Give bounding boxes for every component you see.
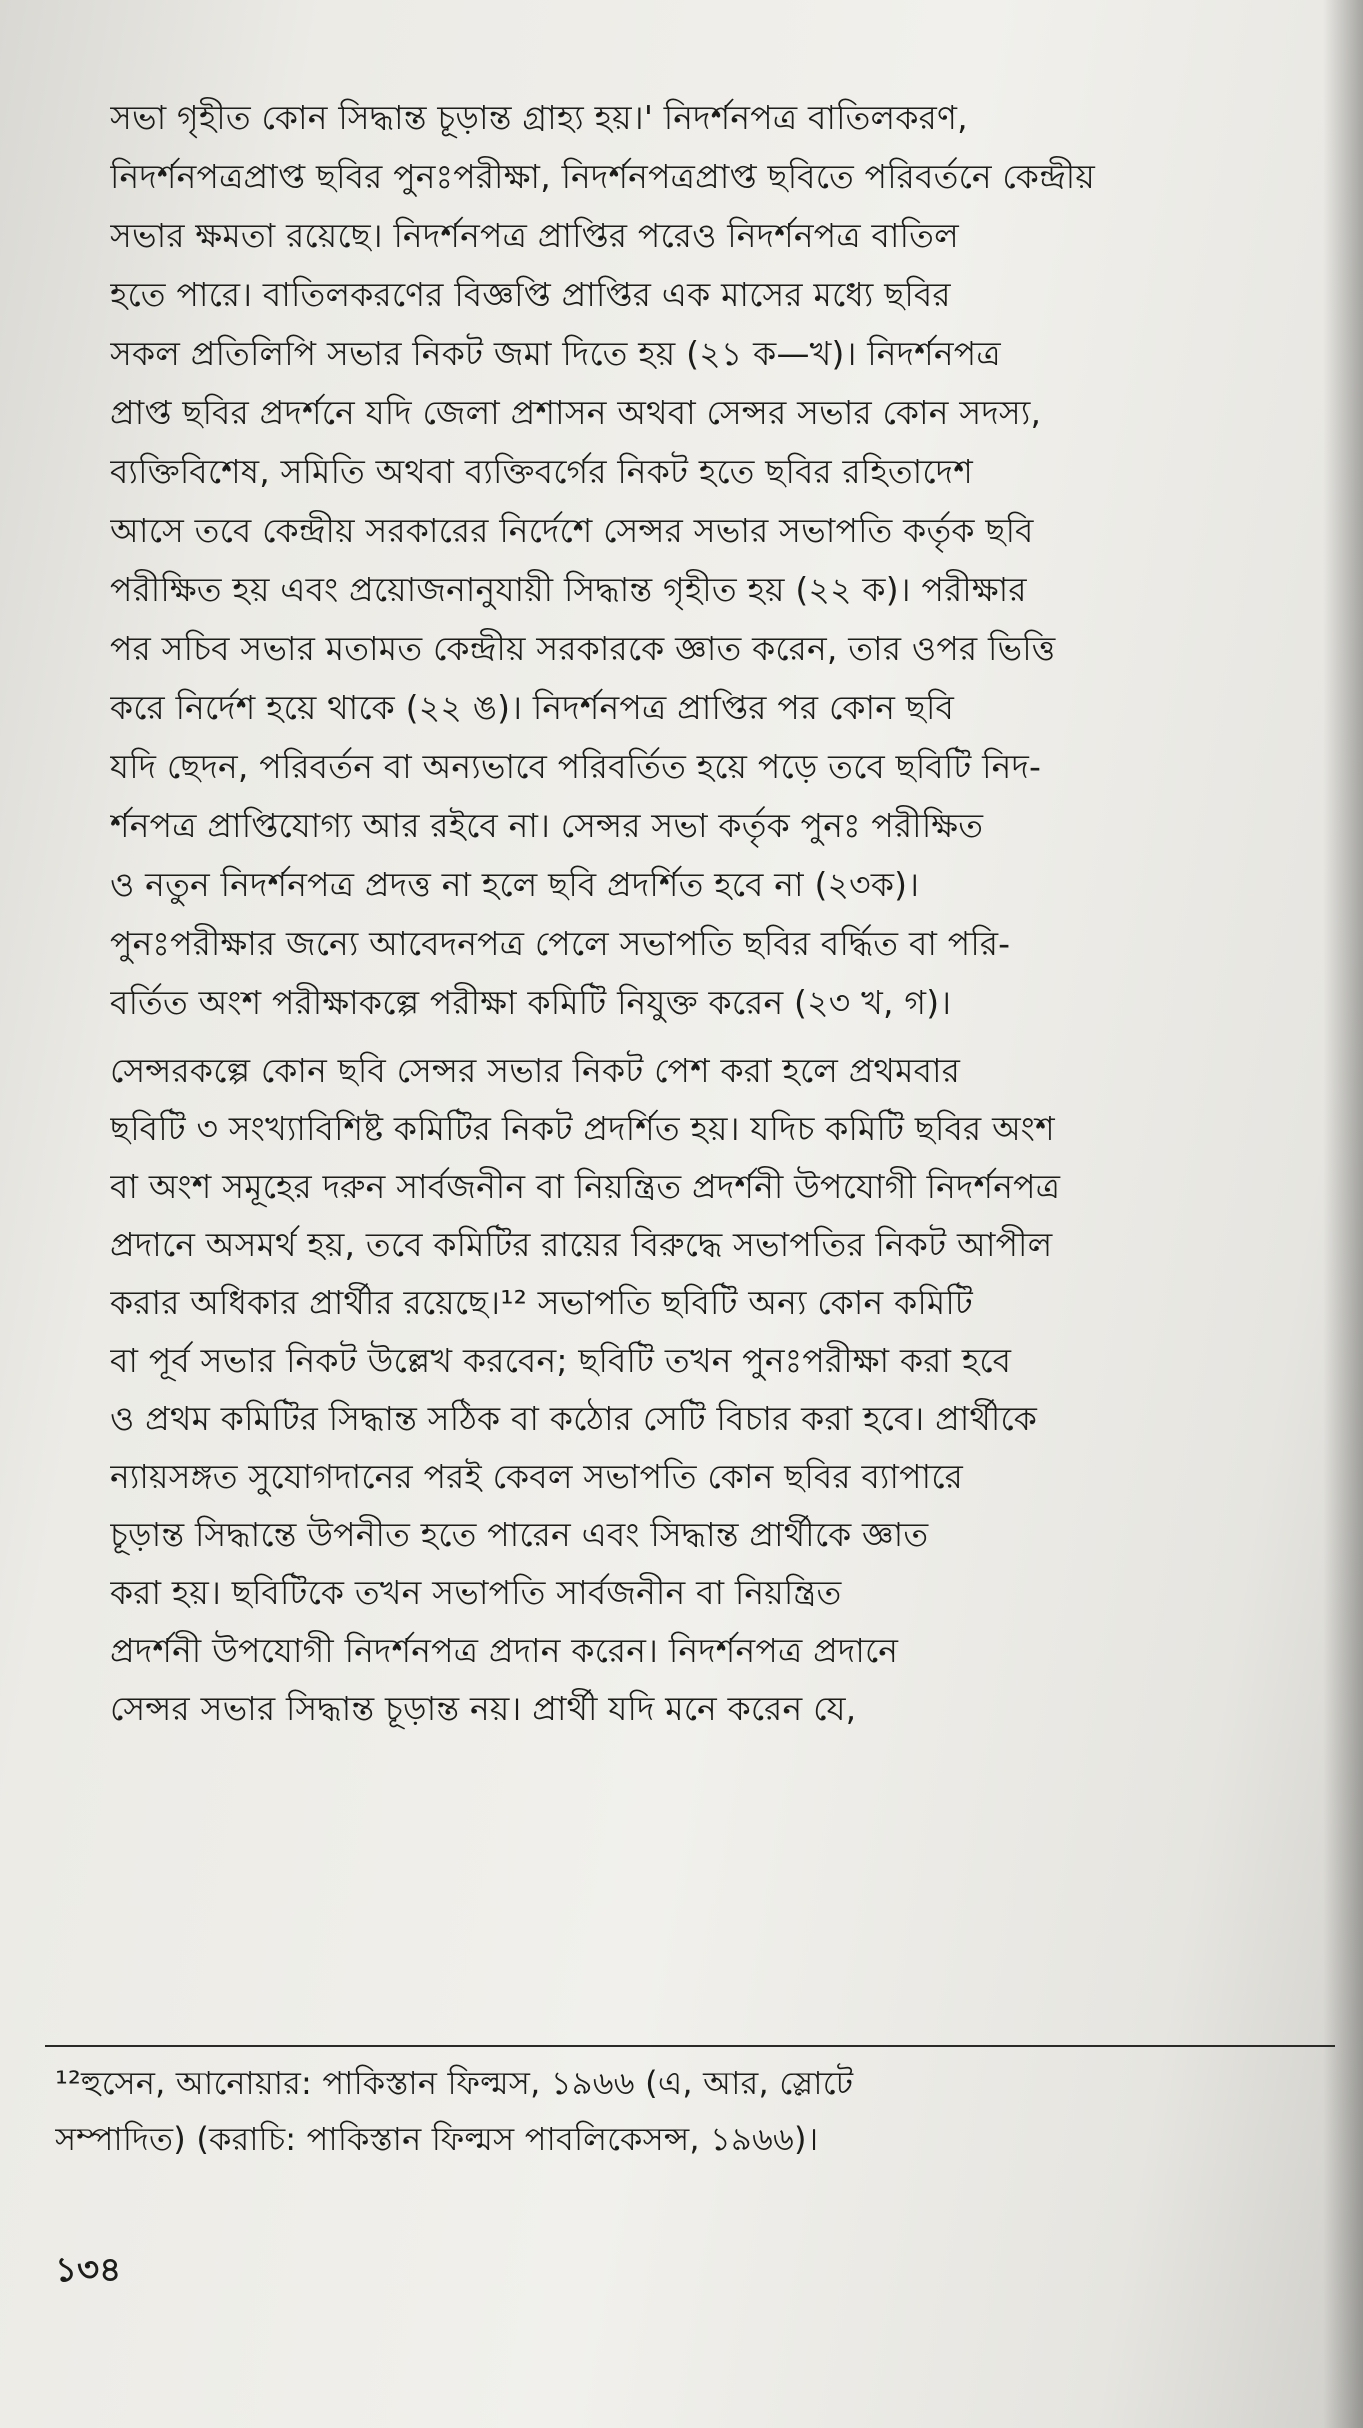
footnote-line: ¹²হুসেন, আনোয়ার: পাকিস্তান ফিল্মস, ১৯৬৬ (এ, আর, স্লোটে: [55, 2064, 854, 2102]
text-line: প্রদর্শনী উপযোগী নিদর্শনপত্র প্রদান করেন। নিদর্শনপত্র প্রদানে: [110, 1631, 899, 1670]
text-line: প্রাপ্ত ছবির প্রদর্শনে যদি জেলা প্রশাসন অথবা সেন্সর সভার কোন সদস্য,: [110, 393, 1042, 432]
footnote: [55, 2055, 1335, 2167]
footnote-line: সম্পাদিত) (করাচি: পাকিস্তান ফিল্মস পাবলিকেসন্স, ১৯৬৬)।: [55, 2120, 819, 2158]
footnote-divider: [45, 2045, 1335, 2047]
page-number: ১৩৪: [55, 2250, 122, 2290]
text-line: যদি ছেদন, পরিবর্তন বা অন্যভাবে পরিবর্তিত হয়ে পড়ে তবে ছবিটি নিদ-: [110, 747, 1042, 786]
text-line: প্রদানে অসমর্থ হয়, তবে কমিটির রায়ের বিরুদ্ধে সভাপতির নিকট আপীল: [110, 1225, 1053, 1264]
text-line: করা হয়। ছবিটিকে তখন সভাপতি সার্বজনীন বা নিয়ন্ত্রিত: [110, 1573, 842, 1612]
text-line: ও প্রথম কমিটির সিদ্ধান্ত সঠিক বা কঠোর সেটি বিচার করা হবে। প্রার্থীকে: [110, 1399, 1038, 1438]
text-line: ও নতুন নিদর্শনপত্র প্রদত্ত না হলে ছবি প্রদর্শিত হবে না (২৩ক)।: [110, 865, 920, 904]
paragraph-2: [110, 1042, 1335, 1738]
paragraph-1: [110, 88, 1335, 1032]
text-line: বা অংশ সমূহের দরুন সার্বজনীন বা নিয়ন্ত্রিত প্রদর্শনী উপযোগী নিদর্শনপত্র: [110, 1167, 1061, 1206]
text-line: বা পূর্ব সভার নিকট উল্লেখ করবেন; ছবিটি তখন পুনঃপরীক্ষা করা হবে: [110, 1341, 1012, 1380]
text-line: হতে পারে। বাতিলকরণের বিজ্ঞপ্তি প্রাপ্তির এক মাসের মধ্যে ছবির: [110, 275, 951, 314]
text-line: সেন্সরকল্পে কোন ছবি সেন্সর সভার নিকট পেশ করা হলে প্রথমবার: [110, 1051, 961, 1090]
body-text: [110, 88, 1335, 1738]
paragraph-gap: [110, 1032, 1335, 1042]
text-line: র্শনপত্র প্রাপ্তিযোগ্য আর রইবে না। সেন্সর সভা কর্তৃক পুনঃ পরীক্ষিত: [110, 806, 984, 845]
text-line: ছবিটি ৩ সংখ্যাবিশিষ্ট কমিটির নিকট প্রদর্শিত হয়। যদিচ কমিটি ছবির অংশ: [110, 1109, 1055, 1148]
text-line: পরীক্ষিত হয় এবং প্রয়োজনানুযায়ী সিদ্ধান্ত গৃহীত হয় (২২ ক)। পরীক্ষার: [110, 570, 1027, 609]
text-line: সভা গৃহীত কোন সিদ্ধান্ত চূড়ান্ত গ্রাহ্য হয়।' নিদর্শনপত্র বাতিলকরণ,: [110, 98, 968, 137]
text-line: পর সচিব সভার মতামত কেন্দ্রীয় সরকারকে জ্ঞাত করেন, তার ওপর ভিত্তি: [110, 629, 1056, 668]
text-line: আসে তবে কেন্দ্রীয় সরকারের নির্দেশে সেন্সর সভার সভাপতি কর্তৃক ছবি: [110, 511, 1034, 550]
text-line: করে নির্দেশ হয়ে থাকে (২২ ঙ)। নিদর্শনপত্র প্রাপ্তির পর কোন ছবি: [110, 688, 955, 727]
text-line: সভার ক্ষমতা রয়েছে। নিদর্শনপত্র প্রাপ্তির পরেও নিদর্শনপত্র বাতিল: [110, 216, 959, 255]
text-line: বর্তিত অংশ পরীক্ষাকল্পে পরীক্ষা কমিটি নিযুক্ত করেন (২৩ খ, গ)।: [110, 983, 952, 1022]
text-line: ব্যক্তিবিশেষ, সমিতি অথবা ব্যক্তিবর্গের নিকট হতে ছবির রহিতাদেশ: [110, 452, 973, 491]
text-line: চূড়ান্ত সিদ্ধান্তে উপনীত হতে পারেন এবং সিদ্ধান্ত প্রার্থীকে জ্ঞাত: [110, 1515, 929, 1554]
text-line: করার অধিকার প্রার্থীর রয়েছে।¹² সভাপতি ছবিটি অন্য কোন কমিটি: [110, 1283, 973, 1322]
text-line: সেন্সর সভার সিদ্ধান্ত চূড়ান্ত নয়। প্রার্থী যদি মনে করেন যে,: [110, 1689, 857, 1728]
text-line: সকল প্রতিলিপি সভার নিকট জমা দিতে হয় (২১ ক—খ)। নিদর্শনপত্র: [110, 334, 1001, 373]
text-line: নিদর্শনপত্রপ্রাপ্ত ছবির পুনঃপরীক্ষা, নিদর্শনপত্রপ্রাপ্ত ছবিতে পরিবর্তনে কেন্দ্রীয়: [110, 157, 1096, 196]
text-line: ন্যায়সঙ্গত সুযোগদানের পরই কেবল সভাপতি কোন ছবির ব্যাপারে: [110, 1457, 963, 1496]
text-line: পুনঃপরীক্ষার জন্যে আবেদনপত্র পেলে সভাপতি ছবির বর্দ্ধিত বা পরি-: [110, 924, 1011, 963]
